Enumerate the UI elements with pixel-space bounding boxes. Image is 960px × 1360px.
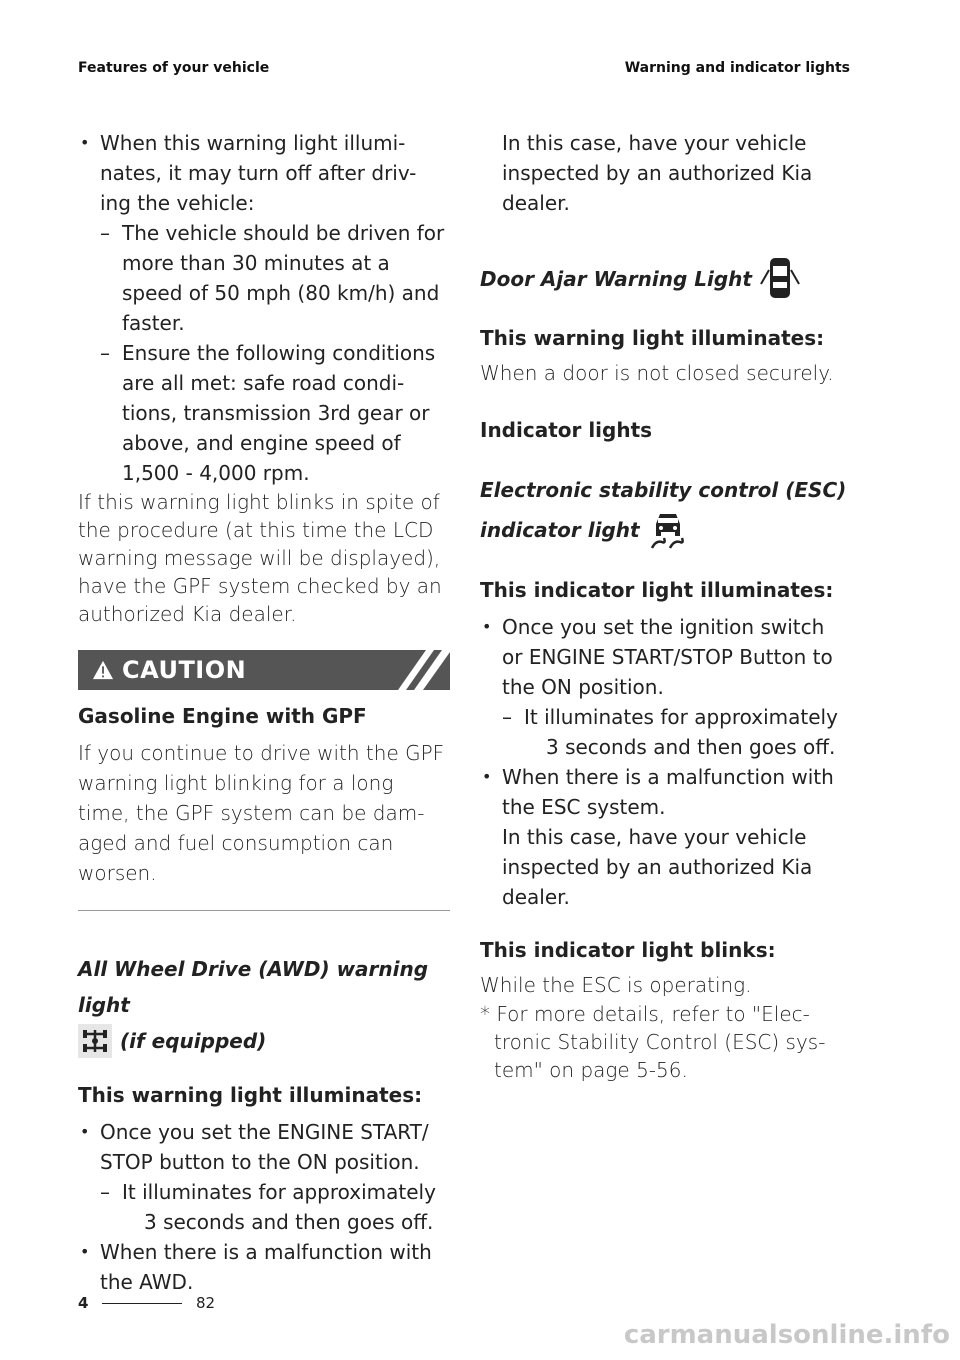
text-line: In this case, have your vehicle	[502, 825, 807, 849]
text-line: dealer.	[502, 191, 570, 215]
gpf-dash-1	[78, 218, 450, 338]
esc-note	[480, 1000, 860, 1084]
text-line: If you continue to drive with the GPF	[78, 741, 445, 765]
door-heading: Door Ajar Warning Light	[480, 267, 752, 291]
text-line: authorized Kia dealer.	[78, 602, 297, 626]
text-line: the procedure (at this time the LCD	[78, 518, 434, 542]
text-line: nates, it may turn off after driv-	[100, 161, 417, 185]
esc-subheading: This indicator light illuminates:	[480, 578, 834, 602]
door-heading-row	[480, 254, 860, 304]
text-line: warning message will be displayed),	[78, 546, 441, 570]
indicator-lights-heading: Indicator lights	[480, 418, 653, 442]
text-line: • Once you set the ignition switch	[502, 615, 825, 639]
text-line: the ON position.	[502, 675, 664, 699]
text-line: above, and engine speed of	[122, 431, 401, 455]
caution-stripes	[390, 650, 450, 690]
text-line: – It illuminates for approximately	[524, 705, 838, 729]
text-line: inspected by an authorized Kia	[502, 161, 813, 185]
text-line: time, the GPF system can be dam-	[78, 801, 425, 825]
caution-divider	[78, 910, 450, 911]
text-line: tem" on page 5-56.	[494, 1058, 688, 1082]
left-column	[78, 128, 450, 1297]
text-line: tions, transmission 3rd gear or	[122, 401, 430, 425]
warning-triangle-icon	[92, 659, 114, 681]
text-line: warning light blinking for a long	[78, 771, 394, 795]
text-line: worsen.	[78, 861, 157, 885]
text-line: ing the vehicle:	[100, 191, 255, 215]
text-line: * For more details, refer to "Elec-	[480, 1002, 810, 1026]
text-line: are all met: safe road condi-	[122, 371, 405, 395]
header-right: Warning and indicator lights	[624, 60, 850, 76]
text-line: – Ensure the following conditions	[122, 341, 436, 365]
awd-heading-line2	[78, 1023, 450, 1059]
caution-subheading: Gasoline Engine with GPF	[78, 704, 367, 728]
door-subheading: This warning light illuminates:	[480, 326, 825, 350]
text-line: – It illuminates for approximately	[122, 1180, 436, 1204]
gpf-dash-2	[78, 338, 450, 488]
text-line: If this warning light blinks in spite of	[78, 490, 440, 514]
text-line: the AWD.	[100, 1270, 194, 1294]
esc-bullet-2	[480, 762, 860, 912]
text-line: or ENGINE START/STOP Button to	[502, 645, 833, 669]
blink-text: While the ESC is operating.	[480, 973, 752, 997]
esc-indicator-icon	[646, 508, 690, 552]
chapter-number: 4	[78, 1294, 89, 1312]
awd-section	[78, 951, 450, 1297]
esc-heading-line2: indicator light	[480, 518, 640, 542]
watermark: carmanualsonline.info	[623, 1320, 950, 1350]
text-line: tronic Stability Control (ESC) sys-	[494, 1030, 826, 1054]
text-line: • When there is a malfunction with	[100, 1240, 432, 1264]
awd-if-equipped: (if equipped)	[120, 1029, 267, 1053]
text-line: • When there is a malfunction with	[502, 765, 834, 789]
text-line: faster.	[122, 311, 185, 335]
text-line: 3 seconds and then goes off.	[546, 735, 836, 759]
text-line: inspected by an authorized Kia	[502, 855, 813, 879]
text-line: the ESC system.	[502, 795, 666, 819]
esc-dash-1	[480, 702, 860, 762]
awd-bullet-1	[78, 1117, 450, 1177]
text-line: dealer.	[502, 885, 570, 909]
gpf-continuation	[480, 128, 860, 218]
esc-bullet-1	[480, 612, 860, 702]
right-column	[480, 128, 860, 1084]
caution-banner	[78, 650, 450, 690]
text-line: • Once you set the ENGINE START/	[100, 1120, 429, 1144]
header-left: Features of your vehicle	[78, 60, 270, 76]
awd-subheading: This warning light illuminates:	[78, 1083, 423, 1107]
blink-subheading: This indicator light blinks:	[480, 938, 776, 962]
awd-dash-1	[78, 1177, 450, 1237]
footer-rule	[102, 1303, 182, 1304]
caution-text	[78, 738, 450, 888]
door-ajar-icon	[758, 254, 802, 304]
page-number: 82	[196, 1294, 216, 1312]
door-text: When a door is not closed securely.	[480, 361, 834, 385]
caution-label: CAUTION	[122, 656, 247, 684]
text-line: 1,500 - 4,000 rpm.	[122, 461, 310, 485]
esc-heading-row	[480, 508, 860, 552]
text-line: In this case, have your vehicle	[502, 131, 807, 155]
text-line: 3 seconds and then goes off.	[144, 1210, 434, 1234]
text-line: • When this warning light illumi-	[100, 131, 406, 155]
text-line: more than 30 minutes at a	[122, 251, 390, 275]
esc-section	[480, 472, 860, 552]
awd-bullet-2	[78, 1237, 450, 1297]
awd-warning-icon	[78, 1024, 112, 1058]
gpf-bullet	[78, 128, 450, 218]
text-line: aged and fuel consumption can	[78, 831, 394, 855]
text-line: – The vehicle should be driven for	[122, 221, 445, 245]
text-line: have the GPF system checked by an	[78, 574, 442, 598]
awd-heading: All Wheel Drive (AWD) warning light	[78, 957, 429, 1017]
text-line: speed of 50 mph (80 km/h) and	[122, 281, 440, 305]
gpf-blink-paragraph	[78, 488, 450, 628]
text-line: STOP button to the ON position.	[100, 1150, 420, 1174]
esc-heading: Electronic stability control (ESC)	[480, 478, 847, 502]
